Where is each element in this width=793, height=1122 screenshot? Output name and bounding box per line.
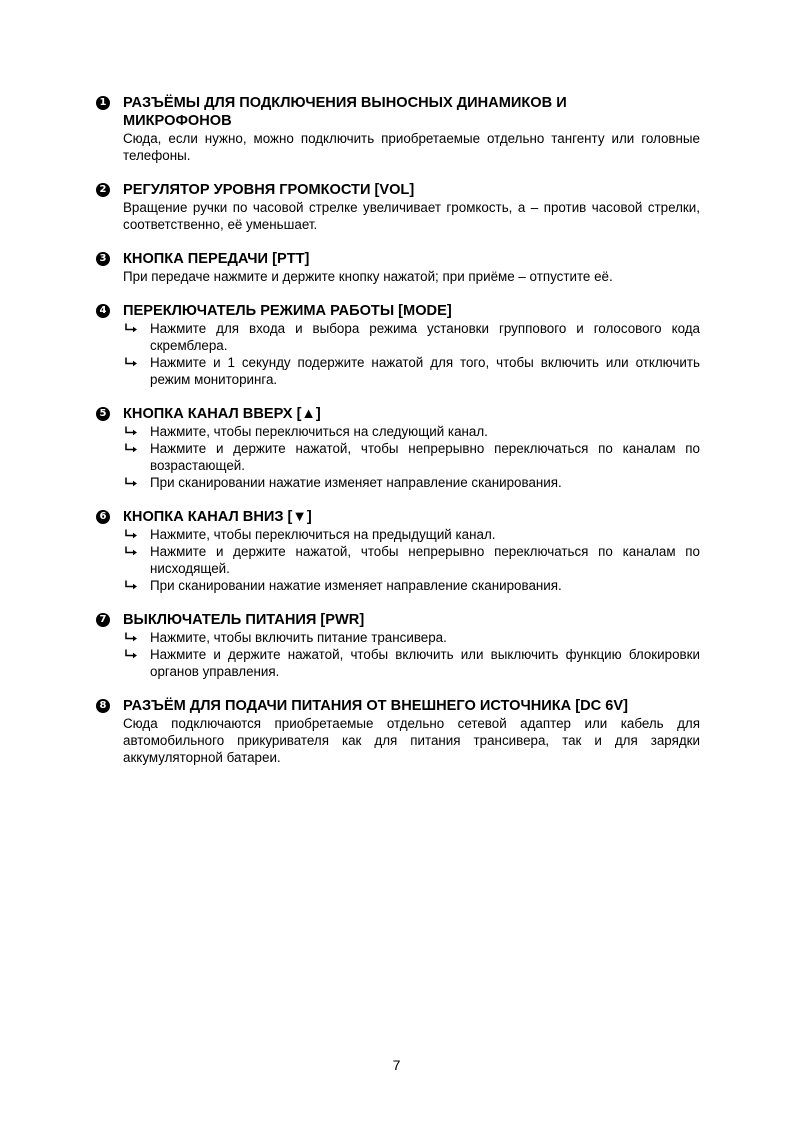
section-heading: КНОПКА КАНАЛ ВНИЗ [▼] (123, 509, 312, 525)
section-heading: КНОПКА ПЕРЕДАЧИ [PTT] (123, 251, 310, 267)
bullet-item (123, 629, 700, 646)
section-heading: ВЫКЛЮЧАТЕЛЬ ПИТАНИЯ [PWR] (123, 612, 365, 628)
section-channel-down-button (96, 508, 700, 594)
bullet-text: При сканировании нажатие изменяет направление сканирования. (150, 578, 562, 593)
bullet-item (123, 423, 700, 440)
section-text: Вращение ручки по часовой стрелке увеличивает громкость, а – против часовой стрелки, соответственно, её уменьшает. (123, 200, 700, 232)
bullet-list (123, 526, 700, 594)
bullet-item (123, 320, 700, 354)
arrow-right-curved-icon (124, 632, 138, 642)
section-volume-control (96, 181, 700, 233)
arrow-right-curved-icon (124, 477, 138, 487)
section-text: При передаче нажмите и держите кнопку нажатой; при приёме – отпустите её. (123, 269, 613, 284)
page-number: 7 (392, 1057, 401, 1073)
section-mode-switch (96, 302, 700, 388)
section-heading: РАЗЪЁМ ДЛЯ ПОДАЧИ ПИТАНИЯ ОТ ВНЕШНЕГО ИСТОЧНИКА [DC 6V] (123, 698, 628, 714)
section-number-marker: 2 (96, 183, 110, 197)
section-ptt-button (96, 250, 700, 285)
section-text: Сюда подключаются приобретаемые отдельно сетевой адаптер или кабель для автомобильного прикуривателя как для питания трансивера, так и для зарядки аккумуляторной батареи. (123, 716, 700, 765)
bullet-item (123, 440, 700, 474)
bullet-text: При сканировании нажатие изменяет направление сканирования. (150, 475, 562, 490)
section-number-marker: 5 (96, 407, 110, 421)
section-dc-power-jack (96, 697, 700, 766)
section-heading-line1: РАЗЪЁМЫ ДЛЯ ПОДКЛЮЧЕНИЯ ВЫНОСНЫХ ДИНАМИКОВ И (123, 95, 567, 111)
section-heading-line2: МИКРОФОНОВ (123, 113, 232, 129)
bullet-item (123, 526, 700, 543)
bullet-text: Нажмите и держите нажатой, чтобы непрерывно переключаться по каналам по нисходящей. (150, 544, 700, 576)
bullet-item (123, 354, 700, 388)
section-heading: ПЕРЕКЛЮЧАТЕЛЬ РЕЖИМА РАБОТЫ [MODE] (123, 303, 452, 319)
bullet-text: Нажмите и держите нажатой, чтобы включить или выключить функцию блокировки органов управления. (150, 647, 700, 679)
section-number-marker: 7 (96, 613, 110, 627)
bullet-list (123, 629, 700, 680)
section-number-marker: 1 (96, 96, 110, 110)
section-number-marker: 3 (96, 252, 110, 266)
arrow-right-curved-icon (124, 529, 138, 539)
bullet-item (123, 474, 700, 491)
section-number-marker: 6 (96, 510, 110, 524)
arrow-right-curved-icon (124, 649, 138, 659)
arrow-right-curved-icon (124, 580, 138, 590)
section-channel-up-button (96, 405, 700, 491)
arrow-right-curved-icon (124, 357, 138, 367)
bullet-text: Нажмите, чтобы переключиться на предыдущий канал. (150, 527, 496, 542)
section-number-marker: 4 (96, 304, 110, 318)
controls-description-list (96, 94, 700, 783)
arrow-right-curved-icon (124, 443, 138, 453)
arrow-right-curved-icon (124, 546, 138, 556)
bullet-item (123, 646, 700, 680)
section-text: Сюда, если нужно, можно подключить приобретаемые отдельно тангенту или головные телефоны. (123, 131, 700, 163)
section-number-marker: 8 (96, 699, 110, 713)
bullet-list (123, 320, 700, 388)
section-speaker-mic-jack (96, 94, 700, 164)
bullet-text: Нажмите и держите нажатой, чтобы непрерывно переключаться по каналам по возрастающей. (150, 441, 700, 473)
section-power-switch (96, 611, 700, 680)
arrow-right-curved-icon (124, 426, 138, 436)
bullet-item (123, 543, 700, 577)
bullet-text: Нажмите и 1 секунду подержите нажатой для того, чтобы включить или отключить режим мониторинга. (150, 355, 700, 387)
bullet-list (123, 423, 700, 491)
bullet-text: Нажмите для входа и выбора режима установки группового и голосового кода скремблера. (150, 321, 700, 353)
section-heading: РЕГУЛЯТОР УРОВНЯ ГРОМКОСТИ [VOL] (123, 182, 415, 198)
bullet-text: Нажмите, чтобы переключиться на следующий канал. (150, 424, 488, 439)
bullet-item (123, 577, 700, 594)
arrow-right-curved-icon (124, 323, 138, 333)
section-heading: КНОПКА КАНАЛ ВВЕРХ [▲] (123, 406, 321, 422)
bullet-text: Нажмите, чтобы включить питание трансивера. (150, 630, 447, 645)
section-heading (123, 94, 700, 130)
